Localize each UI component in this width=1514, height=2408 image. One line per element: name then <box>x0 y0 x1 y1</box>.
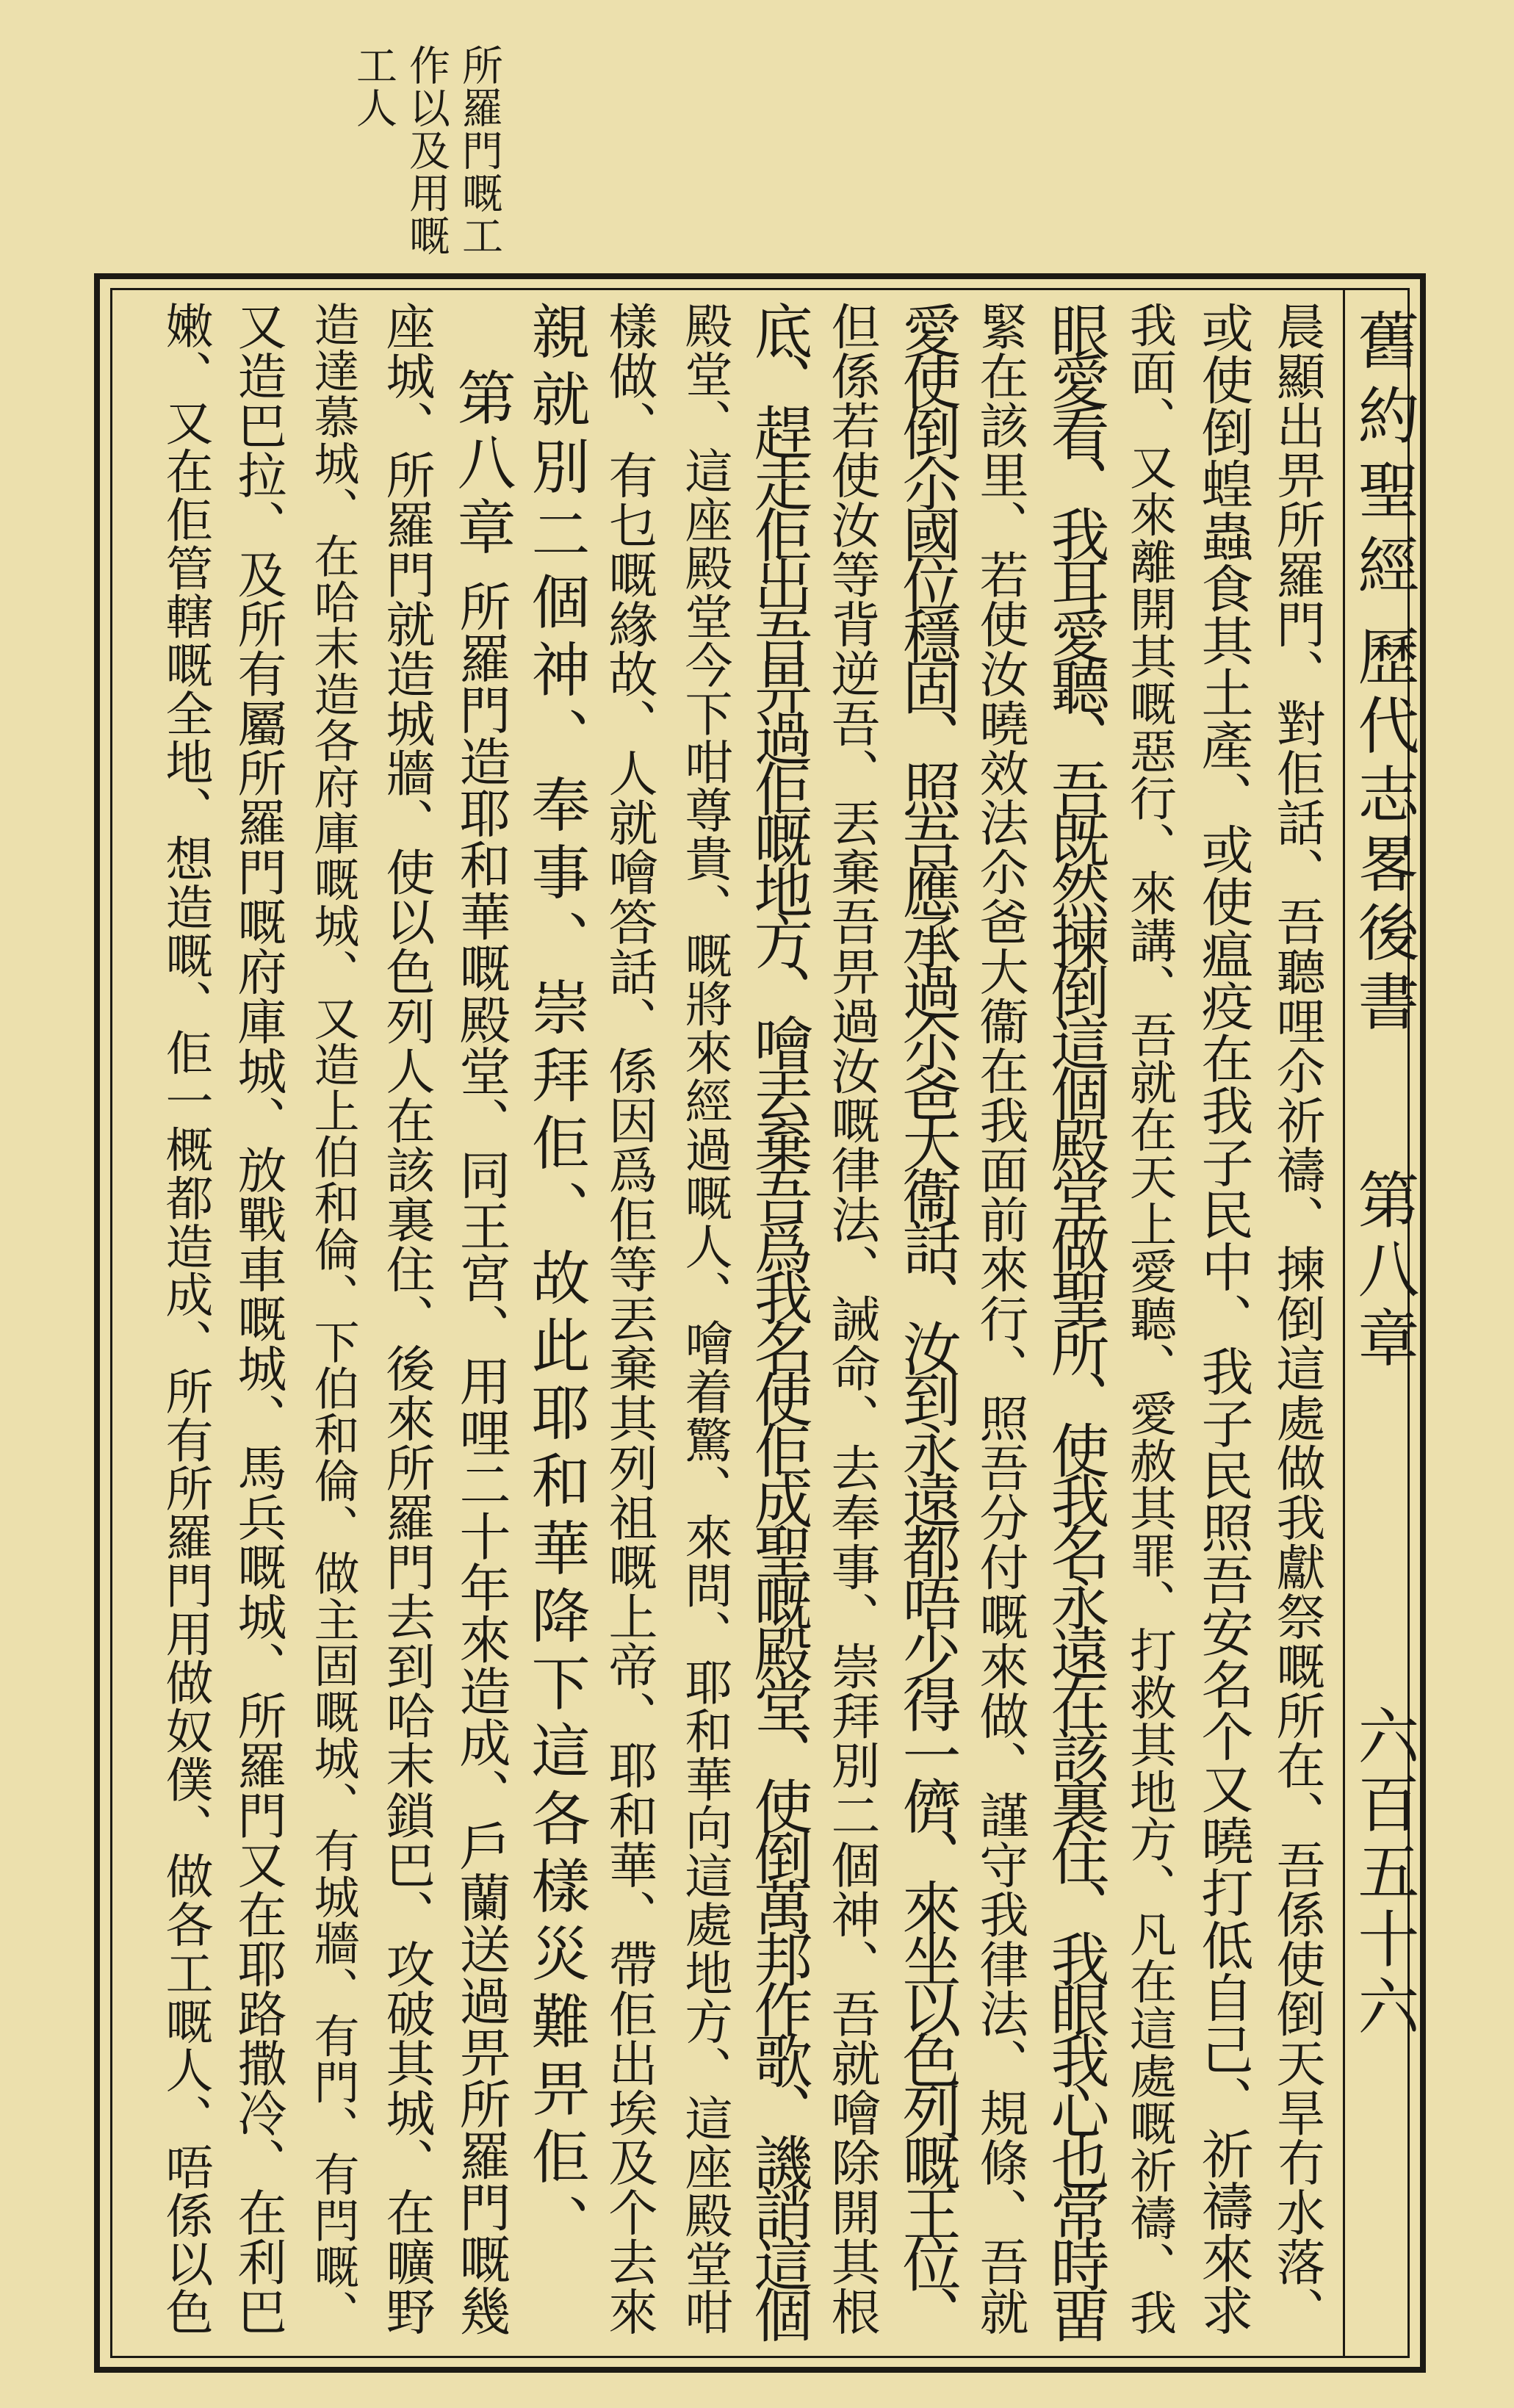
running-title: 舊約聖經 <box>1348 309 1420 608</box>
faint-library-stamp <box>1168 44 1315 235</box>
text-column: 愛使倒尒國位穩固、照吾應承過尒爸大衞話、汝到永遠都唔少得一儕、來坐以色列嘅王位、 <box>893 301 961 2336</box>
text-column: 親就別二個神、奉事、崇拜佢、故此耶和華降下這各樣災難畀佢、 <box>522 301 590 2261</box>
text-column: 我面、又來離開其嘅惡行、來講、吾就在天上愛聽、愛赦其罪、打救其地方、凡在這處嘅祈禱、我 <box>1122 301 1176 2336</box>
text-column: 所羅門造耶和華嘅殿堂、同王宮、用哩二十年來造成、戶蘭送過畀所羅門嘅幾 <box>451 580 511 2336</box>
text-column: 樣做、有乜嘅緣故、人就噲答話、係因爲佢等丟棄其列祖嘅上帝、耶和華、帶佢出埃及个去來 <box>601 301 658 2336</box>
book-name: 歷代志畧後書 <box>1348 624 1420 1039</box>
text-column: 座城、所羅門就造城牆、使以色列人在該裏住、後來所羅門去到哈末鎖巴、攻破其城、在曠野 <box>378 301 436 2336</box>
chapter-heading: 第八章 <box>447 367 516 561</box>
page-number: 六百五十六 <box>1348 1704 1420 2042</box>
text-column: 造達慕城、在哈末造各府庫嘅城、又造上伯和倫、下伯和倫、做主固嘅城、有城牆、有門、有閂嘅、 <box>306 301 360 2336</box>
text-column: 但係若使汝等背逆吾、丟棄吾畀過汝嘅律法、誡命、去奉事、崇拜別二個神、吾就噲除開其根 <box>823 301 881 2336</box>
text-column: 底、趕走佢出吾畀過佢嘅地方、噲丟棄吾爲我名使佢成聖嘅殿堂、使倒萬邦作歌、譏誚這個 <box>744 301 812 2336</box>
margin-note-line: 工人 <box>350 44 397 129</box>
text-column: 或使倒蝗蟲食其土產、或使瘟疫在我子民中、我子民照吾安名个又曉打低自己、祈禱來求 <box>1193 301 1254 2336</box>
margin-note-line: 所羅門嘅工 <box>455 44 503 257</box>
text-column: 殿堂、這座殿堂今下咁尊貴、嘅將來經過嘅人、噲着驚、來問、耶和華向這處地方、這座殿堂咁 <box>677 301 732 2336</box>
margin-note <box>345 44 503 264</box>
text-column: 又造巴拉、及所有屬所羅門嘅府庫城、放戰車嘅城、馬兵嘅城、所羅門又在耶路撒冷、在利巴 <box>230 301 287 2336</box>
text-column: 緊在該里、若使汝曉效法尒爸大衞在我面前來行、照吾分付嘅來做、謹守我律法、規條、吾就 <box>972 301 1029 2336</box>
text-column: 嫩、又在佢管轄嘅全地、想造嘅、佢一概都造成、所有所羅門用做奴僕、做各工嘅人、唔係以色 <box>157 301 212 2336</box>
margin-note-line: 作以及用嘅 <box>403 44 450 257</box>
text-column: 眼愛看、我耳愛聽、吾既然揀倒這個殿堂做聖所、使我名永遠在該裏住、我眼我心也常時畱 <box>1041 301 1109 2336</box>
text-column: 晨顯出畀所羅門、對佢話、吾聽哩尒祈禱、揀倒這處做我獻祭嘅所在、吾係使倒天旱冇水落、 <box>1269 301 1326 2336</box>
header-column-rule <box>1343 288 1345 2358</box>
chapter-label: 第八章 <box>1348 1168 1420 1375</box>
